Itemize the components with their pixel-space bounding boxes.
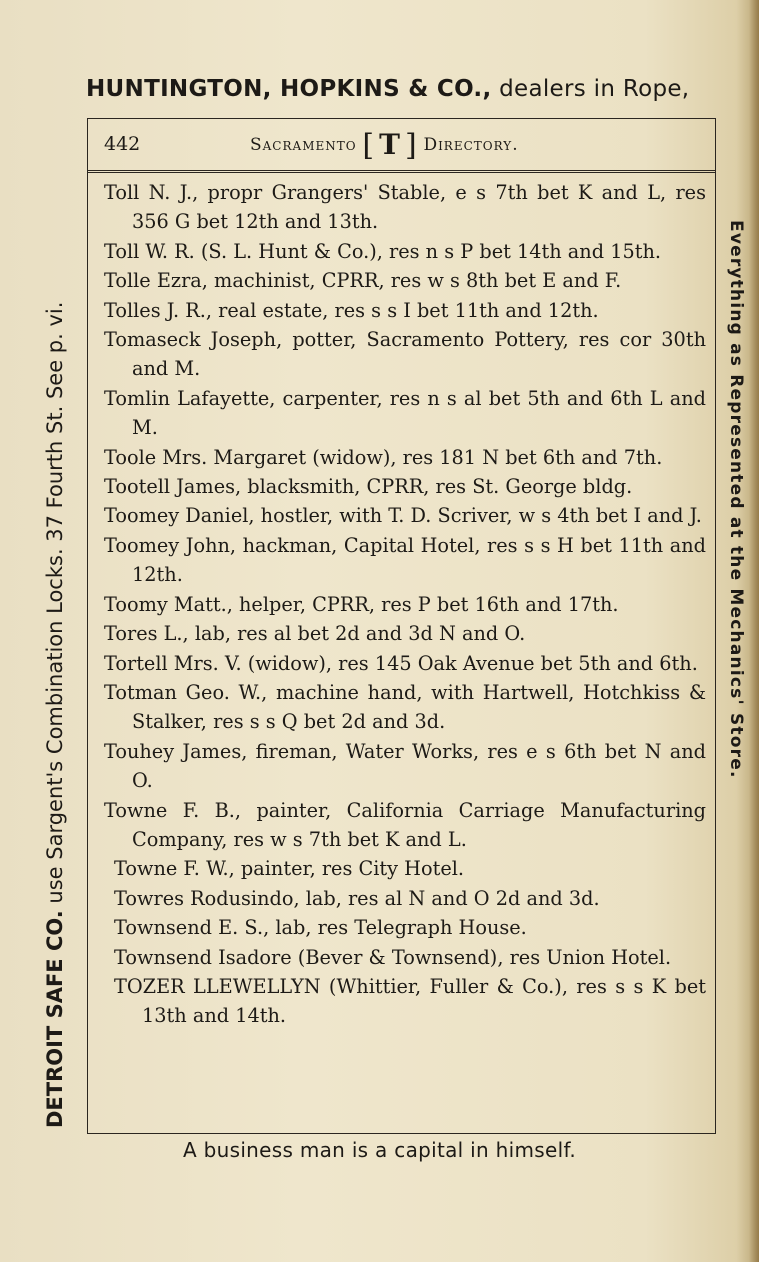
list-item: Tores L., lab, res al bet 2d and 3d N and O. (104, 622, 526, 646)
list-item: Totman Geo. W., machine hand, with Hartwell, Hotchkiss & Stalker, res s s Q bet 2d and 3d. (104, 680, 706, 734)
list-item: Townsend E. S., lab, res Telegraph House. (114, 916, 527, 940)
list-item: Towne F. W., painter, res City Hotel. (114, 857, 465, 881)
left-margin-advertisement (43, 128, 67, 1128)
list-item: Touhey James, fireman, Water Works, res e s 6th bet N and O. (104, 739, 706, 793)
list-item: Tortell Mrs. V. (widow), res 145 Oak Avenue bet 5th and 6th. (104, 651, 698, 675)
list-item: Townsend Isadore (Bever & Townsend), res Union Hotel. (114, 945, 672, 969)
list-item: Towres Rodusindo, lab, res al N and O 2d and 3d. (114, 886, 600, 910)
footer-motto: A business man is a capital in himself. (182, 1138, 577, 1162)
book-spine-edge (749, 0, 759, 1262)
header-top-rule (87, 118, 715, 119)
list-item: Tomlin Lafayette, carpenter, res n s al bet 5th and 6th L and M. (104, 386, 706, 440)
list-item: TOZER LLEWELLYN (Whittier, Fuller & Co.), res s s K bet 13th and 14th. (114, 974, 706, 1028)
list-item: Toll W. R. (S. L. Hunt & Co.), res n s P bet 14th and 15th. (104, 239, 662, 263)
list-item: Towne F. B., painter, California Carriage Manufacturing Company, res w s 7th bet K and L. (104, 798, 706, 851)
list-item: Toll N. J., propr Grangers' Stable, e s 7th bet K and L, res 356 G bet 12th and 13th. (104, 181, 706, 234)
header-directory: Directory. (423, 135, 519, 155)
left-ad-text: use Sargent's Combination Locks. 37 Fourth St. See p. vi. (43, 301, 67, 911)
header-section-letter: T (379, 128, 401, 161)
header-bracket-close: ] (404, 128, 418, 163)
list-item: Toole Mrs. Margaret (widow), res 181 N bet 6th and 7th. (104, 445, 663, 469)
list-item: Toomy Matt., helper, CPRR, res P bet 16th and 17th. (104, 592, 619, 616)
header-bottom-rule (87, 170, 715, 173)
list-item: Toomey Daniel, hostler, with T. D. Scriver, w s 4th bet I and J. (104, 504, 702, 528)
directory-entries (104, 178, 706, 1031)
list-item: Tolle Ezra, machinist, CPRR, res w s 8th bet E and F. (104, 269, 622, 293)
right-margin-advertisement: Everything as Represented at the Mechanics' Store. (726, 220, 746, 779)
header-city: Sacramento (250, 135, 357, 155)
list-item: Tolles J. R., real estate, res s s I bet 11th and 12th. (104, 298, 599, 322)
banner-text: dealers in Rope, (491, 76, 690, 102)
list-item: Toomey John, hackman, Capital Hotel, res s s H bet 11th and 12th. (104, 533, 706, 587)
running-header (250, 128, 519, 163)
page-number: 442 (104, 133, 141, 155)
list-item: Tootell James, blacksmith, CPRR, res St. George bldg. (104, 475, 633, 499)
header-bracket-open: [ (362, 128, 376, 163)
banner-firm-name: HUNTINGTON, HOPKINS & CO., (86, 76, 492, 102)
list-item: Tomaseck Joseph, potter, Sacramento Pottery, res cor 30th and M. (104, 328, 706, 381)
left-ad-firm: DETROIT SAFE CO. (43, 910, 67, 1128)
top-advertisement-banner (86, 76, 726, 102)
